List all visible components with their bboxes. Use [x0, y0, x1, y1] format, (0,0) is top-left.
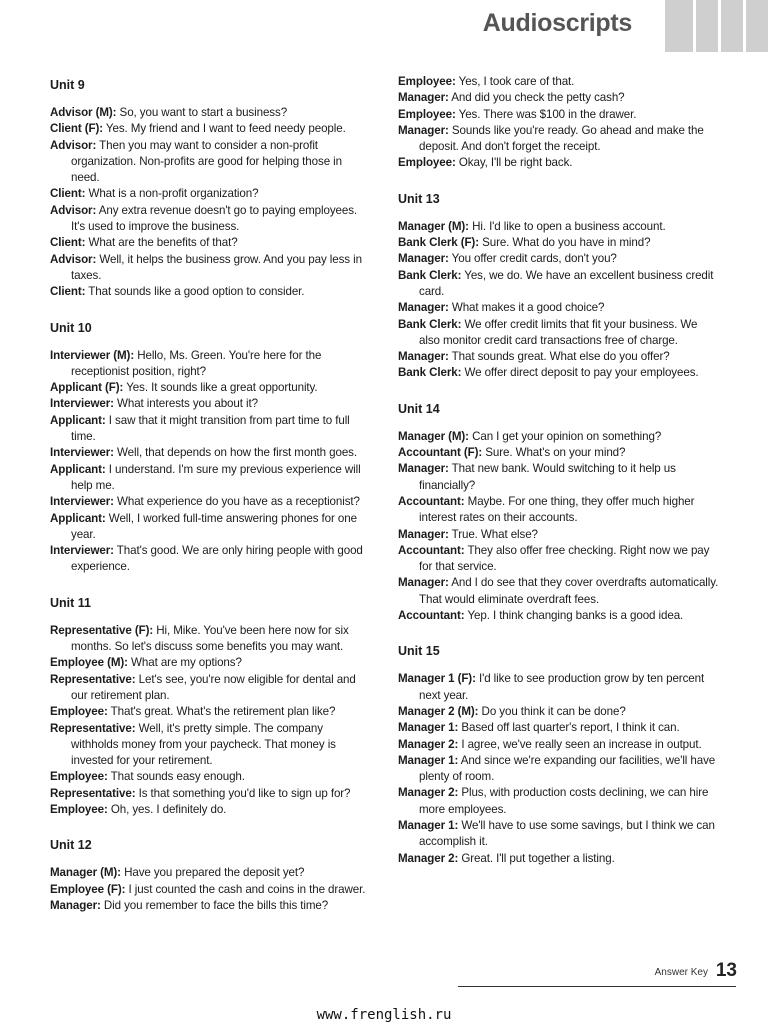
dialogue-text: Well, it's pretty simple. The company withholds money from your paycheck. That money is invested for your retirement. — [71, 721, 336, 768]
dialogue-line — [50, 380, 370, 396]
speaker-label: Advisor: — [50, 138, 97, 152]
dialogue-text: Well, it helps the business grow. And you pay less in taxes. — [71, 252, 362, 282]
dialogue-text: Hi, Mike. You've been here now for six months. So let's discuss some benefits you may want. — [71, 623, 349, 654]
dialogue-text: Is that something you'd like to sign up for? — [135, 786, 351, 800]
speaker-label: Employee: — [50, 802, 108, 816]
dialogue-text: Well, that depends on how the first month goes. — [113, 446, 357, 460]
unit-title: Unit 12 — [50, 838, 92, 853]
dialogue-text: Let's see, you're now eligible for dental and our retirement plan. — [71, 672, 356, 702]
dialogue-line — [50, 462, 370, 495]
unit-title: Unit 14 — [398, 401, 440, 416]
dialogue-line — [50, 655, 370, 671]
dialogue-text: We offer direct deposit to pay your employees. — [461, 366, 699, 380]
header-bar — [665, 0, 693, 52]
dialogue-text: Sure. What's on your mind? — [482, 446, 626, 460]
speaker-label: Accountant (F): — [398, 446, 483, 460]
dialogue-line — [50, 898, 370, 914]
dialogue-text: Have you prepared the deposit yet? — [120, 866, 305, 880]
speaker-label: Employee: — [50, 705, 108, 719]
dialogue-text: Do you think it can be done? — [478, 704, 626, 718]
unit-section — [398, 402, 720, 625]
header-title: Audioscripts — [482, 9, 632, 37]
speaker-label: Accountant: — [398, 543, 465, 557]
speaker-label: Interviewer: — [50, 397, 114, 411]
unit-title: Unit 10 — [50, 320, 92, 335]
dialogue-text: Well, I worked full-time answering phones for one year. — [71, 511, 357, 541]
unit-title: Unit 15 — [398, 644, 440, 659]
dialogue-line — [398, 720, 720, 736]
speaker-label: Manager 2: — [398, 851, 459, 865]
speaker-label: Manager: — [398, 91, 449, 105]
dialogue-line — [50, 882, 370, 898]
speaker-label: Manager (M): — [398, 429, 469, 443]
speaker-label: Manager 1: — [398, 818, 459, 832]
dialogue-text: I understand. I'm sure my previous experience will help me. — [71, 462, 361, 492]
dialogue-line — [398, 317, 720, 350]
speaker-label: Manager 2 (M): — [398, 704, 479, 718]
dialogue-line — [398, 671, 720, 704]
speaker-label: Employee: — [398, 156, 456, 170]
header-bar — [721, 0, 743, 52]
footer-rule — [458, 986, 736, 987]
speaker-label: Manager: — [398, 252, 449, 266]
dialogue-line — [398, 219, 720, 235]
dialogue-text: And since we're expanding our facilities, we'll have plenty of room. — [419, 753, 716, 784]
dialogue-line — [50, 203, 370, 236]
dialogue-text: What is a non-profit organization? — [85, 187, 259, 201]
speaker-label: Advisor: — [50, 252, 97, 266]
speaker-label: Manager: — [398, 527, 449, 541]
unit-title: Unit 11 — [50, 595, 91, 610]
unit-section — [50, 838, 370, 914]
page-header — [478, 0, 768, 52]
speaker-label: Representative: — [50, 786, 136, 800]
header-decoration — [665, 0, 768, 52]
dialogue-text: Based off last quarter's report, I think it can. — [458, 721, 680, 735]
speaker-label: Interviewer (M): — [50, 348, 135, 362]
speaker-label: Manager: — [50, 898, 101, 912]
dialogue-line — [398, 349, 720, 365]
dialogue-line — [398, 527, 720, 543]
dialogue-line — [398, 461, 720, 494]
dialogue-line — [398, 704, 720, 720]
dialogue-line — [398, 365, 720, 381]
dialogue-line — [50, 396, 370, 412]
dialogue-text: Yes. My friend and I want to feed needy people. — [103, 122, 346, 136]
dialogue-text: Yes, we do. We have an excellent business credit card. — [419, 268, 714, 298]
dialogue-line — [50, 235, 370, 251]
dialogue-text: So, you want to start a business? — [116, 106, 288, 119]
dialogue-line — [398, 851, 720, 867]
dialogue-text: Yes. It sounds like a great opportunity. — [123, 381, 318, 395]
dialogue-line — [50, 704, 370, 720]
speaker-label: Manager 1: — [398, 753, 459, 767]
dialogue-line — [50, 494, 370, 510]
speaker-label: Applicant: — [50, 462, 106, 476]
dialogue-line — [50, 786, 370, 802]
speaker-label: Manager: — [398, 576, 449, 590]
unit-section — [50, 78, 370, 301]
dialogue-text: Can I get your opinion on something? — [468, 429, 662, 443]
dialogue-text: Hi. I'd like to open a business account. — [468, 219, 666, 233]
dialogue-text: And did you check the petty cash? — [448, 91, 625, 105]
left-column — [50, 74, 370, 934]
dialogue-text: And I do see that they cover overdrafts automatically. That would eliminate overdraft fees. — [419, 576, 719, 606]
speaker-label: Accountant: — [398, 609, 465, 623]
dialogue-line — [50, 511, 370, 544]
speaker-label: Advisor (M): — [50, 106, 117, 119]
dialogue-text: What are the benefits of that? — [85, 236, 238, 250]
speaker-label: Representative (F): — [50, 623, 154, 637]
dialogue-text: Yes, I took care of that. — [455, 75, 575, 88]
speaker-label: Manager 1 (F): — [398, 672, 476, 686]
dialogue-text: Maybe. For one thing, they offer much higher interest rates on their accounts. — [419, 494, 695, 525]
dialogue-line — [50, 121, 370, 137]
speaker-label: Manager (M): — [50, 866, 121, 880]
speaker-label: Applicant: — [50, 511, 106, 525]
header-bar — [746, 0, 768, 52]
footer-label: Answer Key — [654, 967, 708, 978]
speaker-label: Employee: — [398, 107, 456, 121]
dialogue-text: What are my options? — [127, 656, 242, 670]
speaker-label: Manager: — [398, 350, 449, 364]
dialogue-line — [50, 721, 370, 770]
speaker-label: Bank Clerk: — [398, 366, 462, 380]
dialogue-text: I just counted the cash and coins in the drawer. — [125, 882, 366, 896]
dialogue-line — [398, 235, 720, 251]
speaker-label: Employee (F): — [50, 882, 126, 896]
dialogue-line — [50, 623, 370, 656]
unit-section — [398, 644, 720, 867]
speaker-label: Applicant (F): — [50, 381, 124, 395]
dialogue-line — [50, 672, 370, 705]
speaker-label: Bank Clerk: — [398, 317, 462, 331]
dialogue-text: Then you may want to consider a non-profit organization. Non-profits are good for helping those in need. — [71, 138, 342, 185]
dialogue-line — [398, 251, 720, 267]
speaker-label: Employee: — [50, 770, 108, 784]
dialogue-text: That sounds easy enough. — [107, 770, 245, 784]
speaker-label: Manager (M): — [398, 219, 469, 233]
speaker-label: Employee (M): — [50, 656, 128, 670]
dialogue-line — [50, 284, 370, 300]
unit-section — [398, 74, 720, 172]
dialogue-line — [398, 429, 720, 445]
unit-section — [50, 596, 370, 819]
dialogue-line — [398, 268, 720, 301]
dialogue-line — [50, 413, 370, 446]
speaker-label: Manager 1: — [398, 721, 459, 735]
dialogue-text: Sounds like you're ready. Go ahead and make the deposit. And don't forget the receipt. — [419, 123, 704, 154]
dialogue-text: Any extra revenue doesn't go to paying employees. It's used to improve the business. — [71, 203, 358, 234]
dialogue-text: I agree, we've really seen an increase in output. — [458, 737, 702, 751]
speaker-label: Manager: — [398, 301, 449, 315]
unit-title: Unit 9 — [50, 78, 85, 92]
dialogue-line — [398, 300, 720, 316]
dialogue-text: Sure. What do you have in mind? — [478, 236, 651, 250]
speaker-label: Interviewer: — [50, 544, 114, 558]
dialogue-line — [398, 155, 720, 171]
speaker-label: Bank Clerk: — [398, 268, 462, 282]
dialogue-line — [50, 445, 370, 461]
unit-section — [50, 321, 370, 576]
dialogue-text: You offer credit cards, don't you? — [448, 252, 617, 266]
unit-section — [398, 192, 720, 382]
speaker-label: Interviewer: — [50, 495, 114, 509]
unit-title: Unit 13 — [398, 191, 440, 206]
dialogue-text: What experience do you have as a receptionist? — [113, 495, 360, 509]
dialogue-line — [398, 737, 720, 753]
dialogue-line — [50, 138, 370, 187]
speaker-label: Client: — [50, 187, 86, 201]
dialogue-text: Yes. There was $100 in the drawer. — [455, 107, 637, 121]
dialogue-line — [398, 123, 720, 156]
dialogue-text: True. What else? — [448, 527, 538, 541]
dialogue-text: Okay, I'll be right back. — [455, 156, 573, 170]
dialogue-text: I'd like to see production grow by ten percent next year. — [419, 672, 705, 702]
dialogue-line — [50, 865, 370, 881]
dialogue-line — [398, 74, 720, 90]
speaker-label: Representative: — [50, 672, 136, 686]
dialogue-line — [50, 769, 370, 785]
dialogue-line — [398, 494, 720, 527]
speaker-label: Employee: — [398, 75, 456, 88]
dialogue-line — [398, 445, 720, 461]
speaker-label: Manager 2: — [398, 737, 459, 751]
dialogue-line — [50, 105, 370, 121]
dialogue-text: Hello, Ms. Green. You're here for the receptionist position, right? — [71, 348, 322, 378]
speaker-label: Manager: — [398, 462, 449, 476]
speaker-label: Client (F): — [50, 122, 103, 136]
watermark: www.frenglish.ru — [316, 1007, 452, 1023]
dialogue-text: That sounds great. What else do you offer? — [448, 350, 670, 364]
speaker-label: Client: — [50, 285, 86, 299]
dialogue-text: That's good. We are only hiring people with good experience. — [71, 544, 363, 574]
dialogue-line — [398, 785, 720, 818]
dialogue-line — [398, 90, 720, 106]
speaker-label: Advisor: — [50, 203, 97, 217]
dialogue-text: Did you remember to face the bills this time? — [100, 898, 329, 912]
dialogue-text: I saw that it might transition from part time to full time. — [71, 413, 350, 444]
dialogue-line — [398, 543, 720, 576]
dialogue-line — [50, 252, 370, 285]
dialogue-line — [398, 753, 720, 786]
dialogue-line — [50, 348, 370, 381]
dialogue-text: We offer credit limits that fit your business. We also monitor credit card transactions free of charge. — [419, 317, 698, 347]
dialogue-text: Yep. I think changing banks is a good idea. — [464, 609, 684, 623]
speaker-label: Manager 2: — [398, 786, 459, 800]
speaker-label: Manager: — [398, 123, 449, 137]
dialogue-text: That's great. What's the retirement plan like? — [107, 705, 336, 719]
dialogue-text: We'll have to use some savings, but I think we can accomplish it. — [419, 818, 715, 849]
speaker-label: Accountant: — [398, 494, 465, 508]
dialogue-text: What interests you about it? — [113, 397, 258, 411]
dialogue-line — [398, 608, 720, 624]
dialogue-line — [398, 107, 720, 123]
speaker-label: Client: — [50, 236, 86, 250]
header-bar — [696, 0, 718, 52]
dialogue-text: Oh, yes. I definitely do. — [107, 802, 227, 816]
speaker-label: Applicant: — [50, 413, 106, 427]
dialogue-text: That new bank. Would switching to it help us financially? — [419, 462, 676, 492]
page-number: 13 — [715, 960, 737, 981]
speaker-label: Bank Clerk (F): — [398, 236, 479, 250]
speaker-label: Representative: — [50, 721, 136, 735]
dialogue-line — [50, 802, 370, 818]
dialogue-line — [398, 818, 720, 851]
dialogue-text: They also offer free checking. Right now we pay for that service. — [419, 543, 710, 574]
right-column — [398, 74, 720, 887]
speaker-label: Interviewer: — [50, 446, 114, 460]
dialogue-text: That sounds like a good option to consider. — [85, 285, 305, 299]
dialogue-line — [398, 575, 720, 608]
dialogue-text: Great. I'll put together a listing. — [458, 851, 615, 865]
dialogue-text: What makes it a good choice? — [448, 301, 605, 315]
dialogue-line — [50, 543, 370, 576]
dialogue-line — [50, 186, 370, 202]
dialogue-text: Plus, with production costs declining, we can hire more employees. — [419, 786, 709, 816]
